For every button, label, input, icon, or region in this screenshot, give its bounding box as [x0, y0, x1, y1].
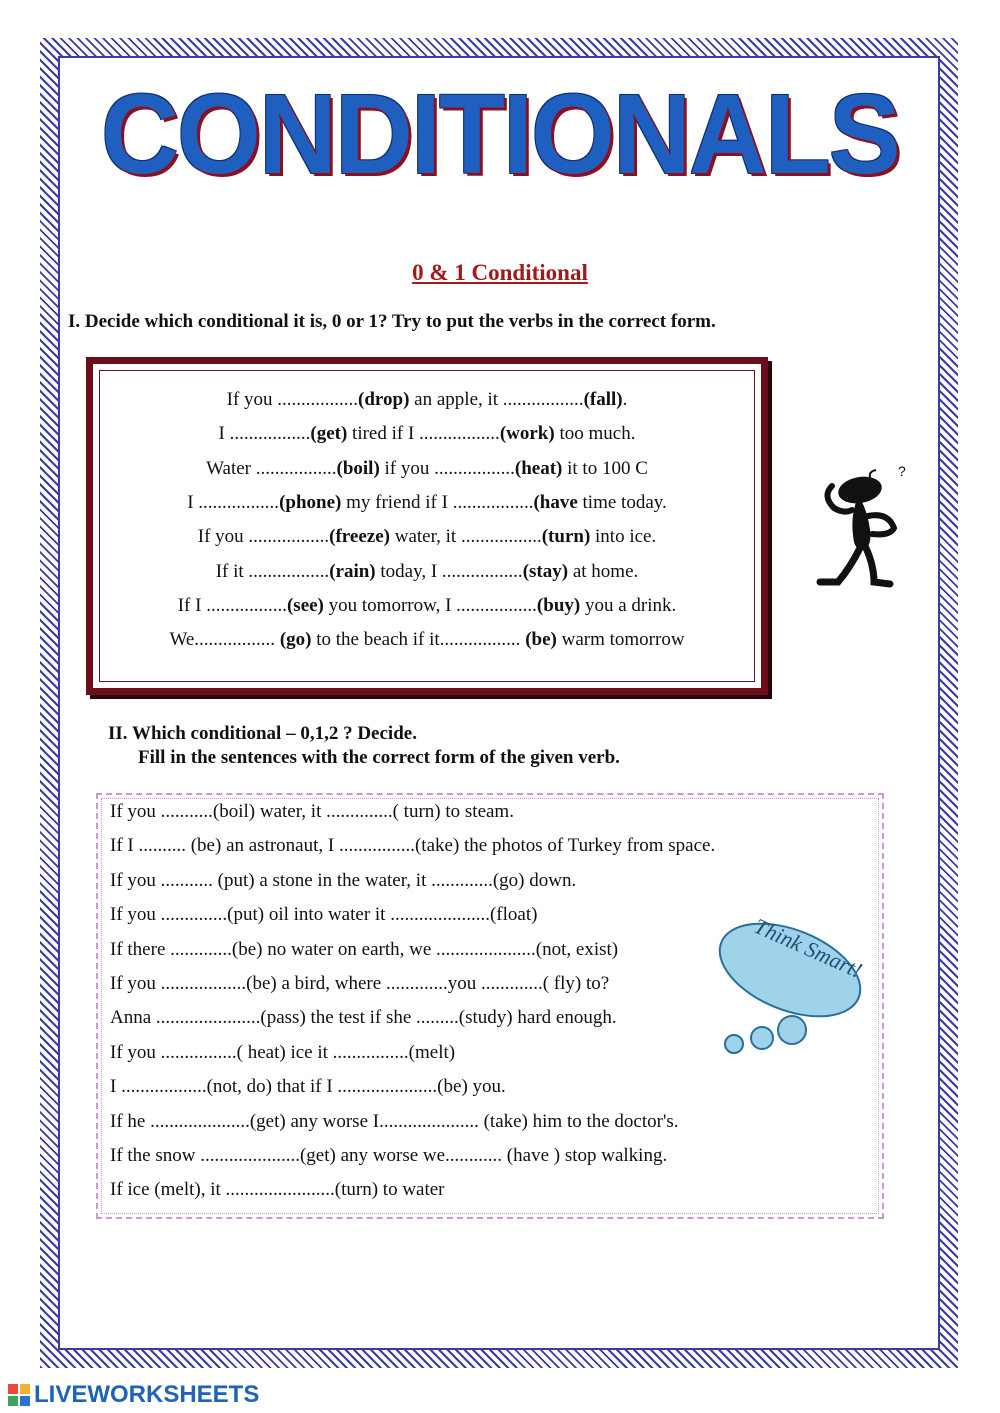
- section2-sentence: If you ..............(put) oil into water it .....................(float): [110, 904, 538, 926]
- sentence-part: (phone): [279, 491, 342, 513]
- sentence-part: today, I .................: [375, 560, 523, 582]
- sentence-part: (boil): [336, 457, 380, 479]
- sentence-part: (be): [525, 629, 557, 651]
- sentence-part: an apple, it .................: [409, 389, 584, 410]
- sentence-part: you tomorrow, I .................: [323, 594, 537, 616]
- sentence-part: you a drink.: [580, 594, 677, 616]
- section2-sentence: If ice (melt), it .......................(turn) to water: [110, 1179, 445, 1201]
- sentence-part: (get): [310, 423, 348, 445]
- sentence-part: If I .................: [177, 594, 287, 616]
- footer-brand[interactable]: LIVEWORKSHEETS: [34, 1381, 260, 1408]
- sentence-part: at home.: [568, 560, 639, 582]
- sentence-part: (see): [286, 594, 324, 616]
- sentence-part: (turn): [541, 526, 591, 548]
- sentence-part: (stay): [522, 560, 569, 582]
- sentence-part: warm tomorrow: [556, 629, 685, 651]
- sentence-part: (freeze): [329, 526, 390, 548]
- sentence-part: it to 100 C: [562, 457, 648, 479]
- sentence-part: If it .................: [215, 560, 330, 582]
- sentence-part: (drop): [358, 389, 410, 410]
- sentence-part: if you .................: [379, 457, 515, 479]
- sentence-part: into ice.: [590, 526, 657, 548]
- sentence-part: to the beach if it.................: [311, 629, 526, 651]
- section2-sentence: I ..................(not, do) that if I .....................(be) you.: [110, 1076, 506, 1098]
- sentence-part: time today.: [577, 491, 667, 513]
- section1-sentence: [86, 560, 768, 584]
- section2-sentence: If the snow .....................(get) any worse we............ (have ) stop walking.: [110, 1145, 668, 1166]
- page-title: CONDITIONALS: [101, 69, 899, 197]
- sentence-part: (buy): [536, 594, 581, 616]
- section1-sentence: [86, 594, 768, 618]
- section1-sentence: [86, 388, 768, 412]
- sentence-part: If you .................: [226, 389, 359, 410]
- sentence-part: (rain): [329, 560, 376, 582]
- section1-sentence: [86, 422, 768, 446]
- sentence-part: too much.: [554, 423, 636, 445]
- section1-sentence: [86, 628, 768, 652]
- sentence-part: (go): [279, 629, 312, 651]
- section2-instruction-line1: II. Which conditional – 0,1,2 ? Decide.: [108, 723, 417, 744]
- sentence-part: .: [622, 389, 628, 410]
- section2-sentence: Anna ......................(pass) the test if she .........(study) hard enough.: [110, 1007, 617, 1029]
- section2-sentence: If you ..................(be) a bird, where .............you .............( fly) to?: [110, 973, 610, 994]
- section1-sentence: [86, 491, 768, 515]
- sentence-part: (fall): [583, 389, 623, 410]
- sentence-part: We.................: [169, 629, 280, 651]
- page-subtitle: 0 & 1 Conditional: [412, 260, 588, 285]
- section1-sentence: [86, 457, 768, 481]
- section2-sentence: If you ...........(boil) water, it ..............( turn) to steam.: [110, 801, 514, 822]
- section2-instruction: [108, 722, 620, 770]
- liveworksheets-logo-icon: [8, 1384, 30, 1406]
- sentence-part: (have: [533, 491, 578, 513]
- section1-sentence: [86, 525, 768, 549]
- thinking-figure-icon: [812, 460, 912, 600]
- sentence-part: Water .................: [206, 457, 337, 479]
- svg-text:?: ?: [898, 463, 906, 479]
- sentence-part: water, it .................: [389, 526, 542, 548]
- section2-sentence: If there .............(be) no water on earth, we .....................(not, exist): [110, 938, 619, 960]
- section1-instruction: I. Decide which conditional it is, 0 or 1? Try to put the verbs in the correct form.: [68, 311, 716, 332]
- bubble-text: Think Smart!: [750, 913, 867, 983]
- section2-sentence: If you ........... (put) a stone in the water, it .............(go) down.: [110, 869, 577, 891]
- think-smart-bubble: [710, 910, 870, 1060]
- sentence-part: I .................: [218, 423, 311, 445]
- sentence-part: (heat): [514, 457, 563, 479]
- sentence-part: (work): [499, 423, 555, 445]
- section2-sentence: If you ................( heat) ice it ................(melt): [110, 1041, 456, 1063]
- section2-sentence: If I .......... (be) an astronaut, I ................(take) the photos of Turkey from space.: [110, 835, 716, 857]
- sentence-part: If you .................: [197, 526, 330, 548]
- sentence-part: I .................: [187, 491, 280, 513]
- section2-sentence: If he .....................(get) any worse I..................... (take) him to the doctor's.: [110, 1110, 679, 1132]
- section2-instruction-line2: Fill in the sentences with the correct form of the given verb.: [138, 747, 620, 768]
- sentence-part: my friend if I .................: [341, 491, 534, 513]
- sentence-part: tired if I .................: [347, 423, 500, 445]
